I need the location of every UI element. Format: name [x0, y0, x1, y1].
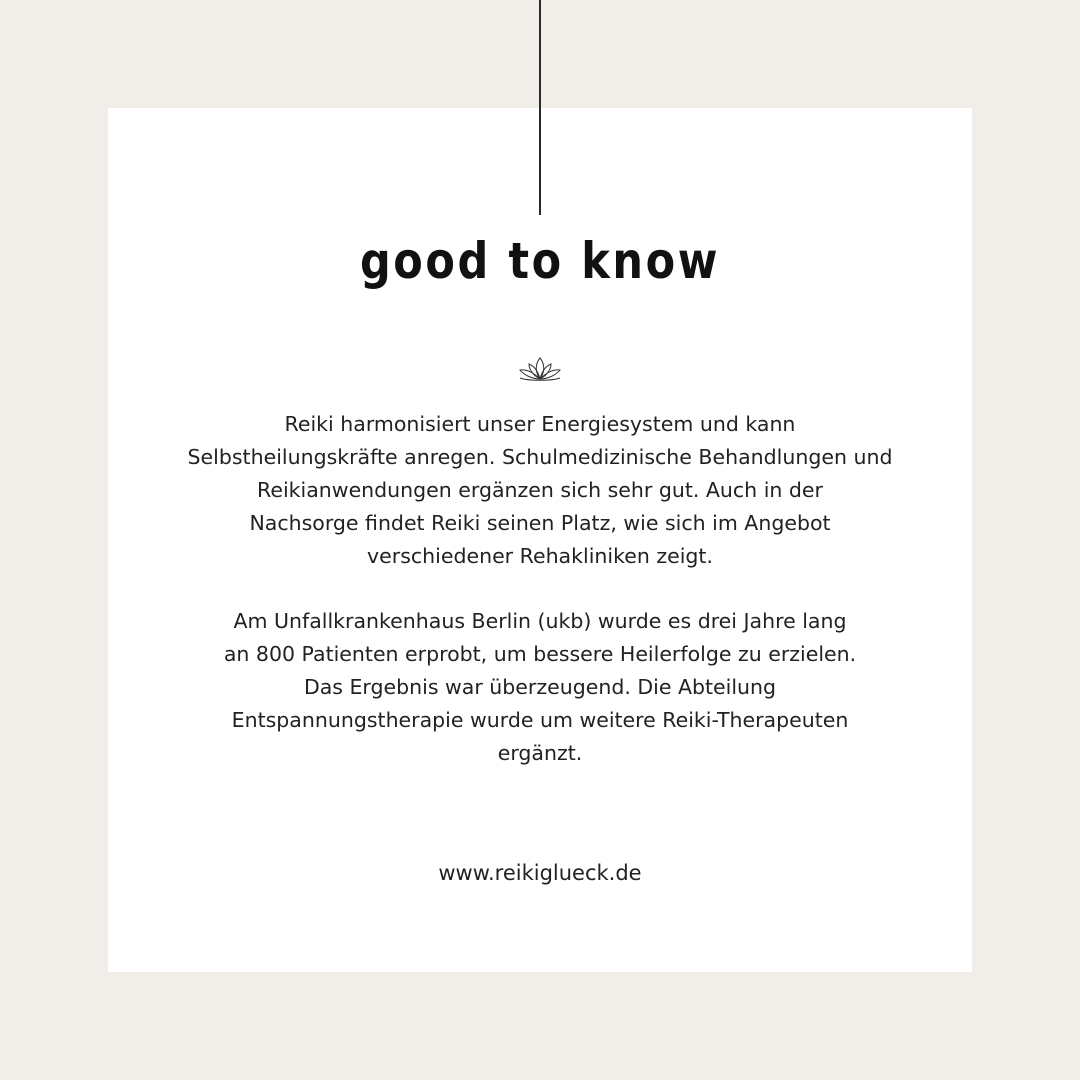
text-line: Entspannungstherapie wurde um weitere Reiki-Therapeuten — [231, 708, 849, 732]
lotus-icon — [516, 354, 564, 384]
text-line: Selbstheilungskräfte anregen. Schulmedizinische Behandlungen und — [187, 445, 893, 469]
text-line: Reiki harmonisiert unser Energiesystem und kann — [284, 412, 796, 436]
website-link[interactable]: www.reikiglueck.de — [438, 861, 642, 885]
text-line: verschiedener Rehakliniken zeigt. — [367, 544, 713, 568]
text-line: Nachsorge findet Reiki seinen Platz, wie sich im Angebot — [249, 511, 831, 535]
study-paragraph — [150, 605, 930, 770]
intro-paragraph — [150, 408, 930, 573]
text-line: an 800 Patienten erprobt, um bessere Heilerfolge zu erzielen. — [223, 642, 857, 666]
text-line: ergänzt. — [497, 741, 583, 765]
page-title: good to know — [359, 232, 721, 290]
text-line: Reikianwendungen ergänzen sich sehr gut. Auch in der — [257, 478, 823, 502]
hanging-line — [539, 0, 541, 215]
text-line: Am Unfallkrankenhaus Berlin (ukb) wurde es drei Jahre lang — [233, 609, 847, 633]
text-line: Das Ergebnis war überzeugend. Die Abteilung — [303, 675, 777, 699]
